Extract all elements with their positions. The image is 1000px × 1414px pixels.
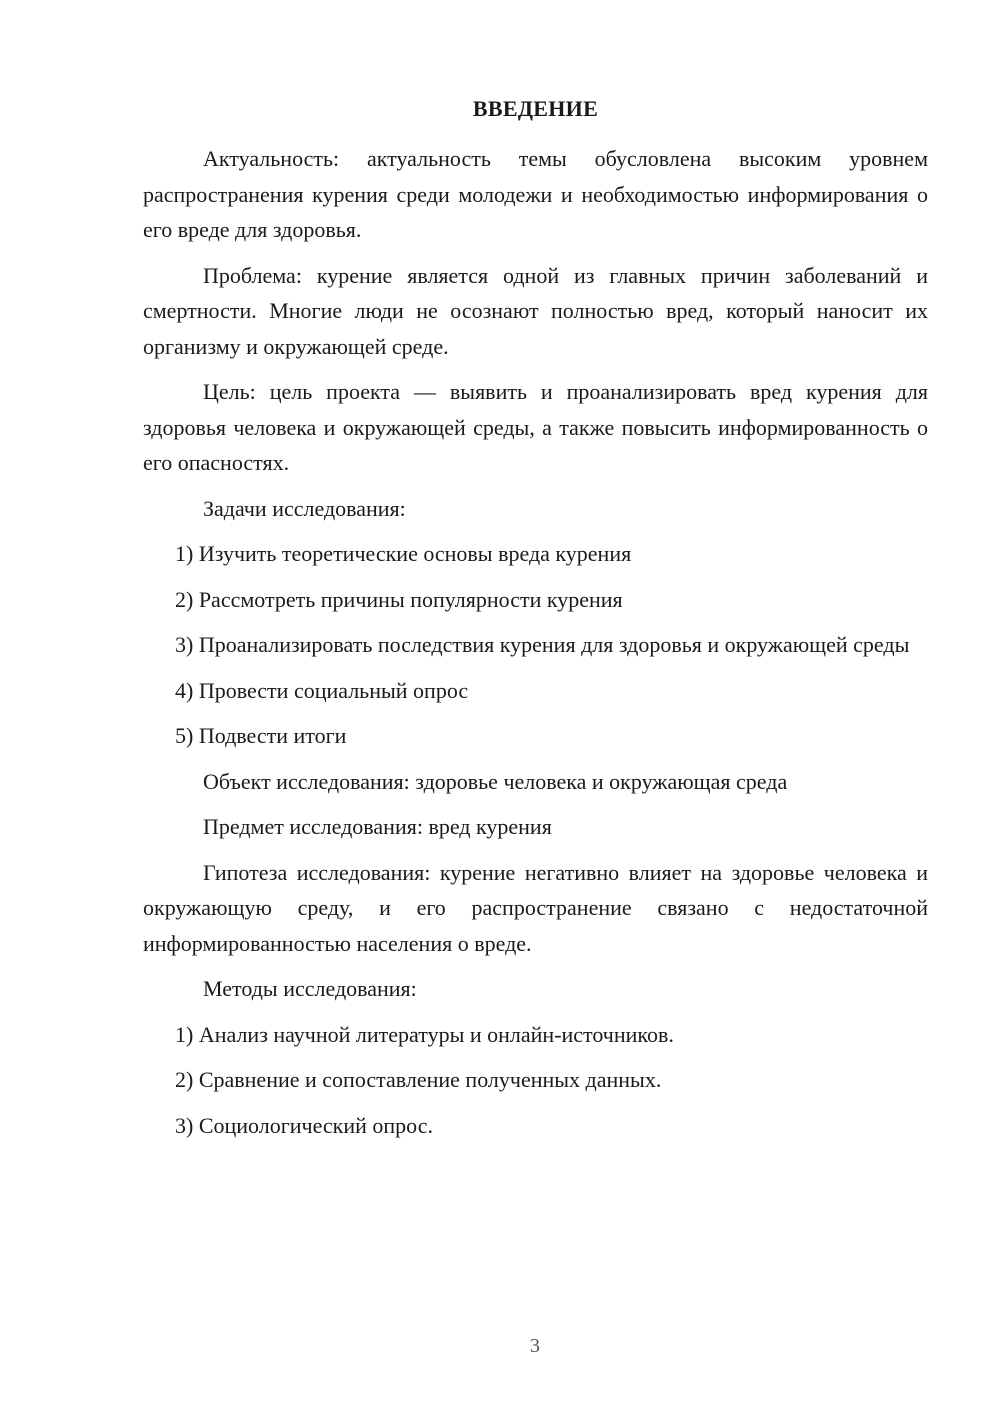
page-number: 3 (530, 1335, 540, 1357)
relevance-paragraph: Актуальность: актуальность темы обусловлена высоким уровнем распространения курения среди молодежи и необходимостью информирования о его вреде для здоровья. (143, 146, 928, 242)
method-item: 1) Анализ научной литературы и онлайн-источников. (175, 1021, 674, 1047)
task-item: 3) Проанализировать последствия курения для здоровья и окружающей среды (175, 632, 910, 657)
tasks-heading: Задачи исследования: (203, 495, 406, 521)
goal-paragraph: Цель: цель проекта — выявить и проанализировать вред курения для здоровья человека и окружающей среды, а также повысить информированность о его опасностях. (143, 379, 928, 475)
task-item: 4) Провести социальный опрос (175, 677, 469, 703)
research-subject: Предмет исследования: вред курения (203, 814, 552, 839)
method-item: 3) Социологический опрос. (175, 1112, 433, 1138)
section-title: ВВЕДЕНИЕ (472, 96, 599, 121)
hypothesis-paragraph: Гипотеза исследования: курение негативно влияет на здоровье человека и окружающую среду, и его распространение связано с недостаточной информированностью населения о вреде. (143, 859, 928, 956)
problem-paragraph: Проблема: курение является одной из главных причин заболеваний и смертности. Многие люди не осознают полностью вред, который наносит их организму и окружающей среде. (143, 262, 928, 359)
method-item: 2) Сравнение и сопоставление полученных данных. (175, 1067, 662, 1092)
task-item: 2) Рассмотреть причины популярности курения (175, 586, 623, 612)
task-item: 1) Изучить теоретические основы вреда курения (175, 541, 632, 566)
task-item: 5) Подвести итоги (175, 723, 347, 748)
research-object: Объект исследования: здоровье человека и окружающая среда (203, 768, 788, 794)
document-body (143, 91, 928, 1153)
methods-heading: Методы исследования: (203, 976, 417, 1001)
